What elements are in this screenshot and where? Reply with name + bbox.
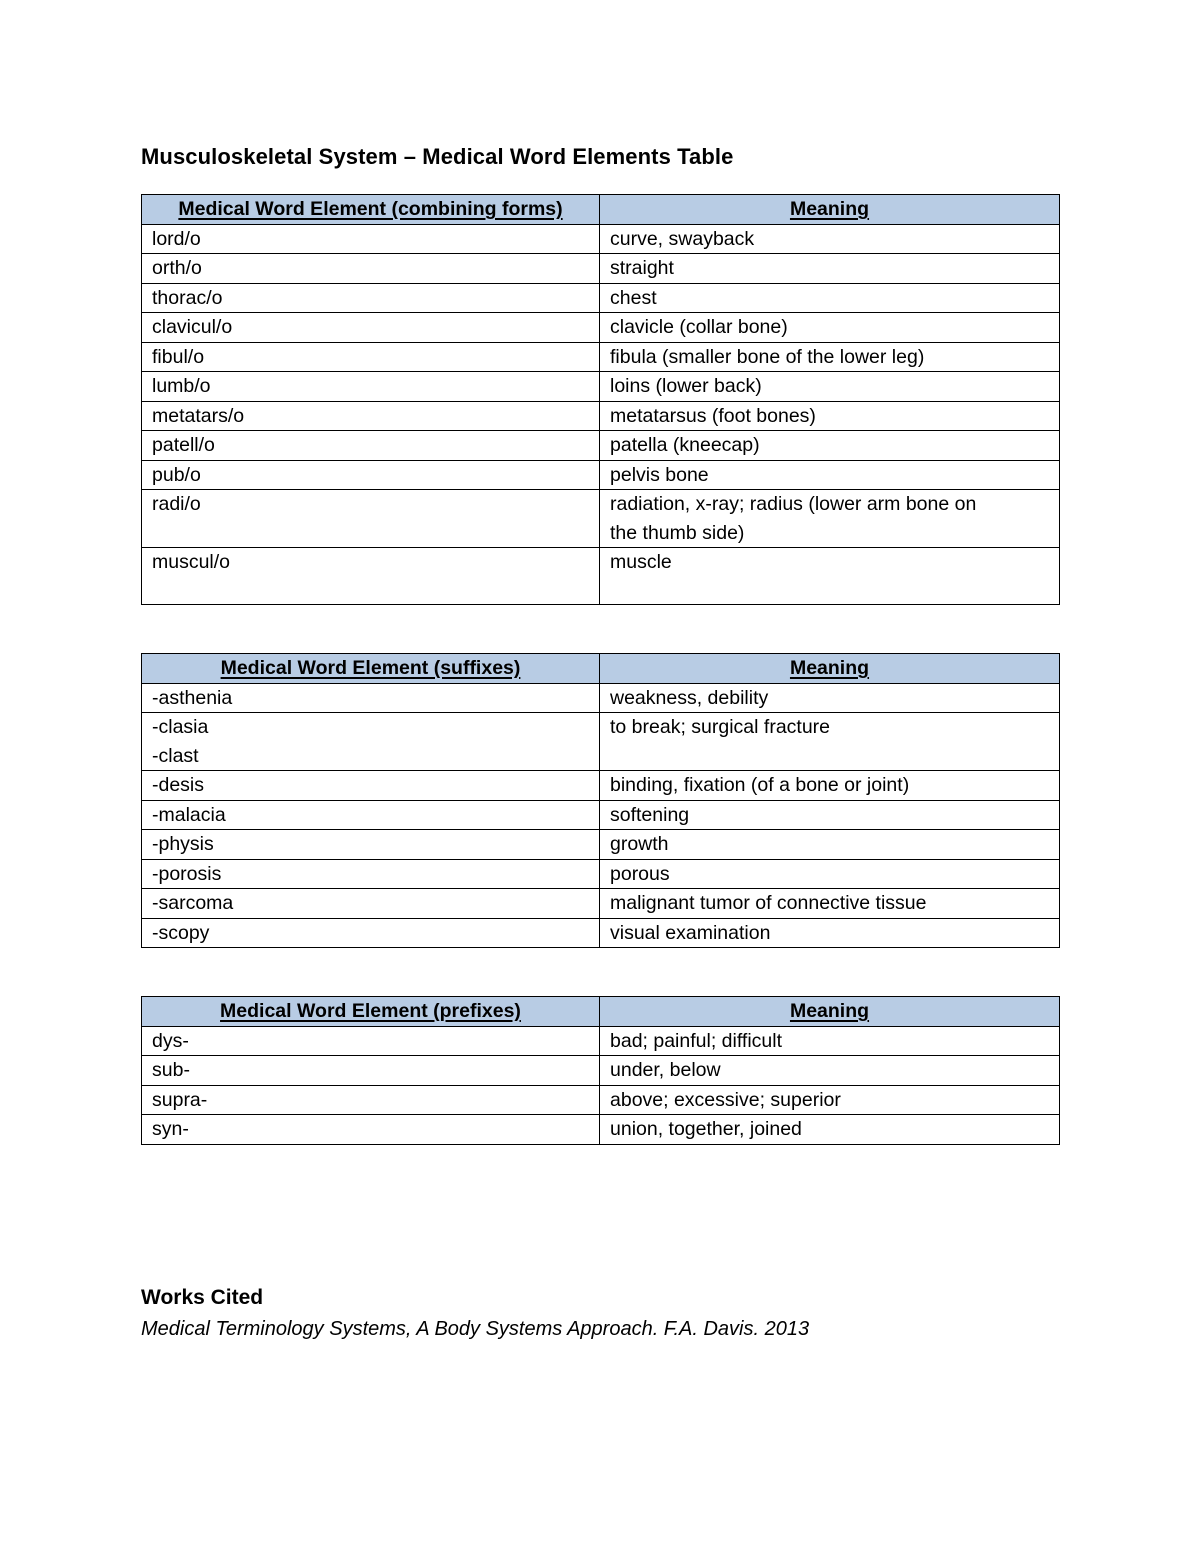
meaning-cell: muscle — [600, 548, 1060, 605]
element-cell: sub- — [142, 1056, 600, 1086]
element-cell: patell/o — [142, 431, 600, 461]
table-row — [142, 1026, 1060, 1056]
table-row — [142, 918, 1060, 948]
meaning-cell: softening — [600, 800, 1060, 830]
element-line: -clast — [152, 744, 199, 767]
table-row — [142, 460, 1060, 490]
element-cell: supra- — [142, 1085, 600, 1115]
table-row — [142, 830, 1060, 860]
column-header-meaning: Meaning — [600, 997, 1060, 1027]
element-cell: -malacia — [142, 800, 600, 830]
element-cell: lord/o — [142, 224, 600, 254]
meaning-cell: fibula (smaller bone of the lower leg) — [600, 342, 1060, 372]
column-header-element: Medical Word Element (suffixes) — [142, 654, 600, 684]
meaning-cell: chest — [600, 283, 1060, 313]
element-cell: -physis — [142, 830, 600, 860]
meaning-cell: binding, fixation (of a bone or joint) — [600, 771, 1060, 801]
table-row — [142, 313, 1060, 343]
works-cited-entry: Medical Terminology Systems, A Body Systems Approach. F.A. Davis. 2013 — [141, 1318, 810, 1340]
element-line: -clasia — [152, 716, 209, 738]
table-row — [142, 490, 1060, 548]
meaning-cell: loins (lower back) — [600, 372, 1060, 402]
meaning-cell: weakness, debility — [600, 683, 1060, 713]
table-row — [142, 1085, 1060, 1115]
element-cell: syn- — [142, 1115, 600, 1145]
table-row — [142, 401, 1060, 431]
works-cited-heading: Works Cited — [141, 1286, 264, 1309]
meaning-cell: malignant tumor of connective tissue — [600, 889, 1060, 919]
meaning-cell: union, together, joined — [600, 1115, 1060, 1145]
table-row — [142, 800, 1060, 830]
suffixes-table — [141, 653, 1060, 948]
table-row — [142, 1115, 1060, 1145]
element-cell: orth/o — [142, 254, 600, 284]
element-cell: -asthenia — [142, 683, 600, 713]
element-cell: fibul/o — [142, 342, 600, 372]
meaning-cell: straight — [600, 254, 1060, 284]
table-row — [142, 431, 1060, 461]
meaning-cell: clavicle (collar bone) — [600, 313, 1060, 343]
element-cell: dys- — [142, 1026, 600, 1056]
combining-forms-table — [141, 194, 1060, 605]
element-cell: -sarcoma — [142, 889, 600, 919]
element-cell: -porosis — [142, 859, 600, 889]
column-header-element: Medical Word Element (combining forms) — [142, 195, 600, 225]
meaning-cell: under, below — [600, 1056, 1060, 1086]
element-cell: thorac/o — [142, 283, 600, 313]
table-row — [142, 1056, 1060, 1086]
table-row — [142, 342, 1060, 372]
element-cell: radi/o — [142, 490, 600, 548]
meaning-cell: patella (kneecap) — [600, 431, 1060, 461]
element-cell: clavicul/o — [142, 313, 600, 343]
element-cell: -desis — [142, 771, 600, 801]
meaning-cell: visual examination — [600, 918, 1060, 948]
table-row — [142, 683, 1060, 713]
element-cell: lumb/o — [142, 372, 600, 402]
table-header-row — [142, 654, 1060, 684]
page-title: Musculoskeletal System – Medical Word Elements Table — [141, 144, 734, 169]
table-row — [142, 254, 1060, 284]
meaning-cell: porous — [600, 859, 1060, 889]
table-row — [142, 859, 1060, 889]
table-row — [142, 771, 1060, 801]
table-row — [142, 548, 1060, 605]
meaning-cell: growth — [600, 830, 1060, 860]
prefixes-table — [141, 996, 1060, 1145]
meaning-cell: pelvis bone — [600, 460, 1060, 490]
element-cell: metatars/o — [142, 401, 600, 431]
meaning-line: the thumb side) — [610, 521, 745, 544]
table-row — [142, 224, 1060, 254]
table-header-row — [142, 997, 1060, 1027]
meaning-cell: bad; painful; difficult — [600, 1026, 1060, 1056]
meaning-cell: metatarsus (foot bones) — [600, 401, 1060, 431]
element-cell: muscul/o — [142, 548, 600, 605]
meaning-cell — [600, 490, 1060, 548]
element-cell — [142, 713, 600, 771]
table-row — [142, 372, 1060, 402]
element-cell: -scopy — [142, 918, 600, 948]
column-header-meaning: Meaning — [600, 654, 1060, 684]
column-header-meaning: Meaning — [600, 195, 1060, 225]
meaning-cell: above; excessive; superior — [600, 1085, 1060, 1115]
meaning-cell: curve, swayback — [600, 224, 1060, 254]
meaning-cell: to break; surgical fracture — [600, 713, 1060, 771]
table-header-row — [142, 195, 1060, 225]
element-cell: pub/o — [142, 460, 600, 490]
table-row — [142, 283, 1060, 313]
table-row — [142, 713, 1060, 771]
table-row — [142, 889, 1060, 919]
meaning-line: radiation, x-ray; radius (lower arm bone on — [610, 493, 977, 515]
column-header-element: Medical Word Element (prefixes) — [142, 997, 600, 1027]
